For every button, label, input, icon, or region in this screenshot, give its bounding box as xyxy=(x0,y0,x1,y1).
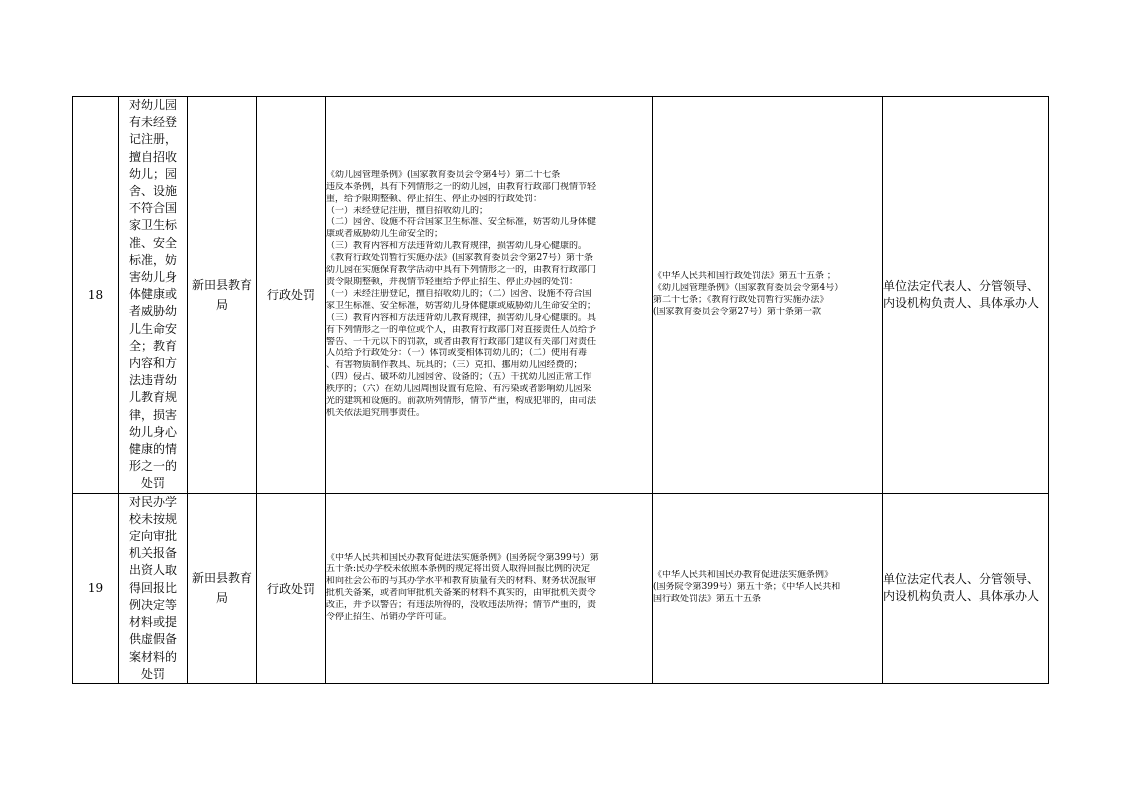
penalty-item-line: 例决定等 xyxy=(128,597,177,612)
penalty-item-line: 舍、设施 xyxy=(128,184,177,199)
row-number: 18 xyxy=(73,97,119,494)
penalty-item xyxy=(119,493,188,683)
penalty-item-line: 健康的情 xyxy=(128,442,177,457)
legal-basis-line: 人员给予行政处分：（一）体罚或变相体罚幼儿的；（二）使用有毒 xyxy=(326,348,588,359)
department: 新田县教育局 xyxy=(188,493,257,683)
penalty-type: 行政处罚 xyxy=(257,97,326,494)
law-reference-line: (国务院令第399号）第五十条；《中华人民共和 xyxy=(653,582,841,593)
legal-basis-line: 改正，并予以警告；有违法所得的，没收违法所得；情节严重的，责 xyxy=(326,600,597,611)
penalty-item-line: 家卫生标 xyxy=(128,218,177,233)
legal-basis-line: 《中华人民共和国民办教育促进法实施条例》(国务院令第399号）第 xyxy=(326,552,599,563)
penalty-item-line: 对民办学 xyxy=(128,494,177,509)
penalty-item-line: 儿教育规 xyxy=(128,390,177,405)
law-reference xyxy=(653,97,883,494)
law-reference xyxy=(653,493,883,683)
penalty-item-line: 害幼儿身 xyxy=(128,270,177,285)
penalty-item-line: 定向审批 xyxy=(128,529,177,544)
penalty-item-line: 形之一的 xyxy=(128,459,177,474)
legal-basis-line: 令停止招生、吊销办学许可证。 xyxy=(326,612,453,623)
legal-basis-line: （四）侵占、破坏幼儿园园舍、设备的；（五）干扰幼儿园正常工作 xyxy=(326,372,592,383)
legal-basis-line: 《教育行政处罚暂行实施办法》(国家教育委员会令第27号）第十条 xyxy=(326,253,593,264)
responsible-persons: 单位法定代表人、分管领导、内设机构负责人、具体承办人 xyxy=(883,493,1049,683)
penalty-item-line: 准、安全 xyxy=(128,235,177,250)
legal-basis-line: 警告、一千元以下的罚款，或者由教育行政部门建议有关部门对责任 xyxy=(326,336,597,347)
legal-basis xyxy=(326,493,653,683)
penalty-item-line: 处罚 xyxy=(140,666,165,681)
penalty-item-line: 不符合国 xyxy=(128,201,177,216)
penalty-item-line: 机关报备 xyxy=(128,546,177,561)
legal-basis-line: 、有害物质制作教具、玩具的；（三）克扣、挪用幼儿园经费的； xyxy=(326,360,583,371)
penalty-item-line: 校未按规 xyxy=(128,511,177,526)
penalty-item-line: 对幼儿园 xyxy=(128,98,177,112)
legal-basis-line: 重，给予限期整顿、停止招生、停止办园的行政处罚： xyxy=(326,193,543,204)
penalty-item-line: 记注册， xyxy=(128,132,177,147)
penalty-item-line: 处罚 xyxy=(140,476,165,491)
penalty-item-text xyxy=(119,494,187,683)
legal-basis-line: 五十条:民办学校未依照本条例的规定将出资人取得回报比例的决定 xyxy=(326,564,591,575)
legal-basis-line: 有下列情形之一的单位或个人，由教育行政部门对直接责任人员给予 xyxy=(326,324,597,335)
table-row xyxy=(73,97,1049,494)
legal-basis-line: （一）未经注册登记，擅自招收幼儿的；（二）园舍、设施不符合国 xyxy=(326,288,592,299)
legal-basis-line: 康或者威胁幼儿生命安全的； xyxy=(326,229,444,240)
penalty-item-line: 出资人取 xyxy=(128,563,177,578)
legal-basis-text xyxy=(326,170,652,420)
legal-basis-line: 违反本条例，具有下列情形之一的幼儿园，由教育行政部门视情节轻 xyxy=(326,181,597,192)
responsible-persons: 单位法定代表人、分管领导、内设机构负责人、具体承办人 xyxy=(883,97,1049,494)
law-reference-line: 《中华人民共和国行政处罚法》第五十五条 ； xyxy=(653,271,836,282)
legal-basis-line: 家卫生标准、安全标准，妨害幼儿身体健康或威胁幼儿生命安全的； xyxy=(326,300,597,311)
penalty-item-line: 得回报比 xyxy=(128,580,177,595)
law-reference-line: 国行政处罚法》第五十五条 xyxy=(653,594,762,605)
penalty-item-line: 案材料的 xyxy=(128,649,177,664)
legal-basis-line: （三）教育内容和方法违背幼儿教育规律，损害幼儿身心健康的。具 xyxy=(326,312,597,323)
legal-basis-line: （一）未经登记注册，擅自招收幼儿的； xyxy=(326,205,489,216)
penalty-item-line: 律，损害 xyxy=(128,407,177,422)
penalty-item-line: 供虚假备 xyxy=(128,632,177,647)
penalty-item-line: 幼儿；园 xyxy=(128,166,177,181)
legal-basis-line: 幼儿园在实施保育教学活动中具有下列情形之一的，由教育行政部门 xyxy=(326,265,597,276)
penalty-item-text xyxy=(119,97,187,493)
penalty-item xyxy=(119,97,188,494)
law-reference-line: (国家教育委员会令第27号）第十条第一款 xyxy=(653,306,821,317)
law-reference-line: 第二十七条；《教育行政处罚暂行实施办法》 xyxy=(653,294,829,305)
penalty-item-line: 全；教育 xyxy=(128,338,177,353)
department: 新田县教育局 xyxy=(188,97,257,494)
table-row xyxy=(73,493,1049,683)
law-reference-text xyxy=(653,570,882,606)
law-reference-text xyxy=(653,271,882,319)
legal-basis-line: 光的建筑和设施的。前款所列情形，情节严重，构成犯罪的，由司法 xyxy=(326,396,597,407)
penalty-item-line: 者威胁幼 xyxy=(128,304,177,319)
row-number: 19 xyxy=(73,493,119,683)
legal-basis-text xyxy=(326,553,652,624)
penalty-item-line: 法违背幼 xyxy=(128,373,177,388)
legal-basis xyxy=(326,97,653,494)
penalty-item-line: 材料或提 xyxy=(128,615,177,630)
legal-basis-line: 责令限期整顿，并视情节轻重给予停止招生、停止办园的处罚： xyxy=(326,276,579,287)
legal-basis-line: 批机关备案，或者向审批机关备案的材料不真实的，由审批机关责令 xyxy=(326,588,597,599)
legal-basis-line: 《幼儿园管理条例》(国家教育委员会令第4号）第二十七条 xyxy=(326,169,561,180)
penalty-item-line: 体健康或 xyxy=(128,287,177,302)
penalty-item-line: 儿生命安 xyxy=(128,321,177,336)
penalty-type: 行政处罚 xyxy=(257,493,326,683)
legal-basis-line: 秩序的；（六）在幼儿园周围设置有危险、有污染或者影响幼儿园采 xyxy=(326,384,592,395)
law-reference-line: 《幼儿园管理条例》（国家教育委员会令第4号） xyxy=(653,282,844,293)
penalty-table xyxy=(72,96,1049,684)
penalty-item-line: 有未经登 xyxy=(128,115,177,130)
legal-basis-line: （三）教育内容和方法违背幼儿教育规律，损害幼儿身心健康的。 xyxy=(326,241,588,252)
legal-basis-line: （二）园舍、设施不符合国家卫生标准、安全标准，妨害幼儿身体健 xyxy=(326,217,597,228)
penalty-item-line: 标准，妨 xyxy=(128,252,177,267)
penalty-item-line: 幼儿身心 xyxy=(128,424,177,439)
legal-basis-line: 和向社会公布的与其办学水平和教育质量有关的材料、财务状况报审 xyxy=(326,576,597,587)
law-reference-line: 《中华人民共和国民办教育促进法实施条例》 xyxy=(653,570,834,581)
penalty-item-line: 内容和方 xyxy=(128,356,177,371)
penalty-item-line: 擅自招收 xyxy=(128,149,177,164)
legal-basis-line: 机关依法追究刑事责任。 xyxy=(326,407,426,418)
